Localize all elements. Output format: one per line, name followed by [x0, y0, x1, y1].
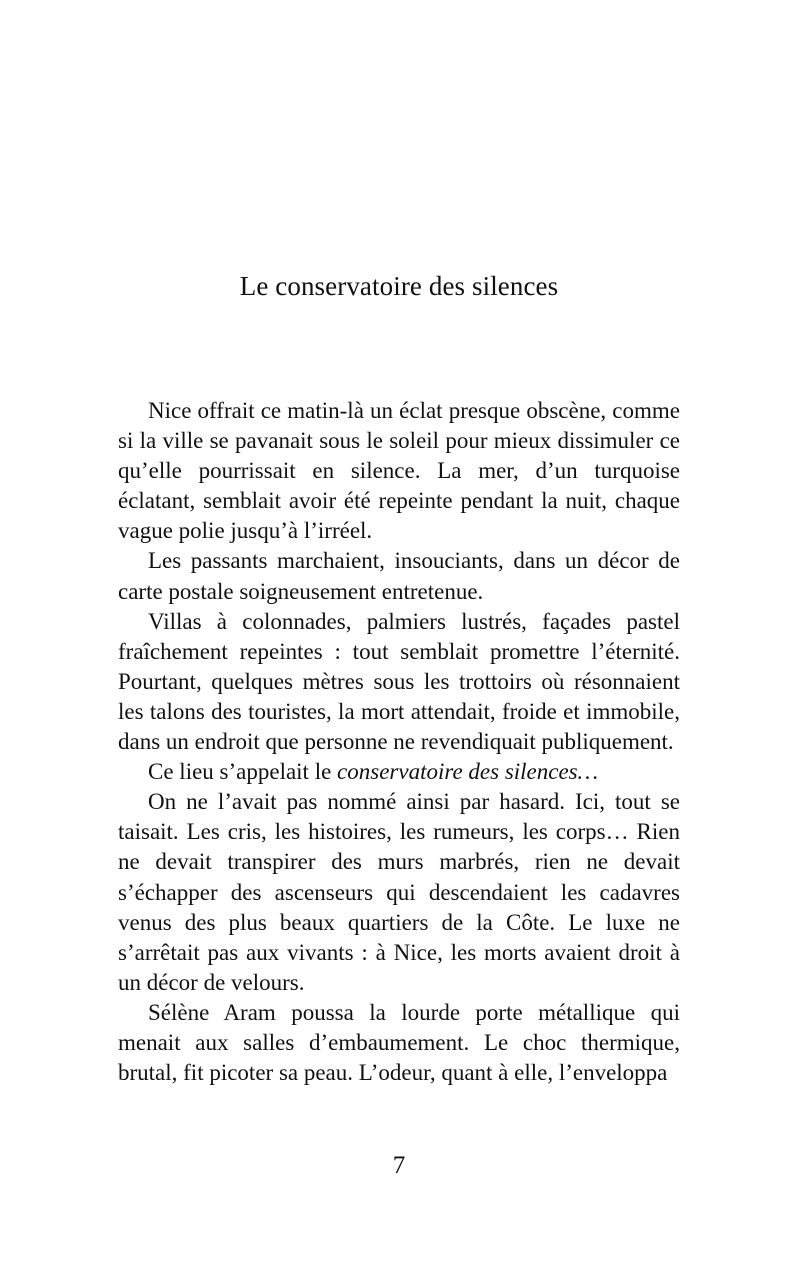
page-number: 7	[392, 1152, 406, 1179]
paragraph-with-italic	[118, 757, 680, 787]
paragraph: Les passants marchaient, insouciants, dans un décor de carte postale soigneusement entretenue.	[118, 548, 680, 604]
paragraph-prefix: Ce lieu s’appelait le	[148, 759, 338, 785]
italic-phrase: conservatoire des silences…	[337, 759, 599, 785]
chapter-title: Le conservatoire des silences	[239, 271, 559, 301]
paragraph: On ne l’avait pas nommé ainsi par hasard. Ici, tout se taisait. Les cris, les histoires, les rumeurs, les corps… Rien ne devait transpirer des murs marbrés, rien ne devait s’échapper des ascenseurs qui descendaient les cadavres venus des plus beaux quartiers de la Côte. Le luxe ne s’arrêtait pas aux vivants : à Nice, les morts avaient droit à un décor de velours.	[118, 789, 680, 995]
body-text	[118, 396, 680, 1088]
paragraph: Nice offrait ce matin-là un éclat presque obscène, comme si la ville se pavanait sous le soleil pour mieux dissimuler ce qu’elle pourrissait en silence. La mer, d’un turquoise éclatant, semblait avoir été repeinte pendant la nuit, chaque vague polie jusqu’à l’irréel.	[118, 398, 680, 544]
paragraph: Villas à colonnades, palmiers lustrés, façades pastel fraîchement repeintes : tout semblait promettre l’éternité. Pourtant, quelques mètres sous les trottoirs où résonnaient les talons des touristes, la mort attendait, froide et immobile, dans un endroit que personne ne revendiquait publiquement.	[118, 608, 680, 755]
paragraph: Sélène Aram poussa la lourde porte métallique qui menait aux salles d’embaumement. Le choc thermique, brutal, fit picoter sa peau. L’odeur, quant à elle, l’enveloppa	[118, 999, 680, 1086]
